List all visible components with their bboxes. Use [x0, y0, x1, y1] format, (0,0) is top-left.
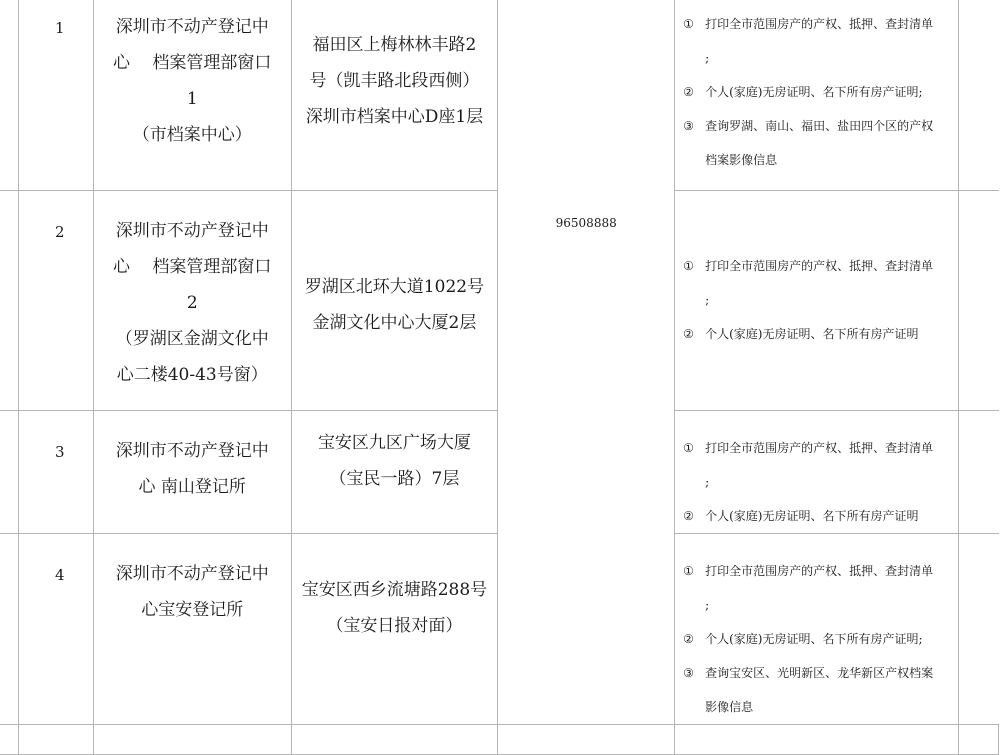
office-address-cell [291, 0, 498, 191]
service-item-line [683, 499, 958, 533]
office-name-line: （罗湖区金湖文化中 [115, 329, 269, 349]
service-item-text: ; [705, 598, 710, 612]
empty-cell [18, 725, 93, 755]
office-name-cell [93, 0, 291, 191]
service-item-line [683, 622, 958, 656]
service-item-text: ; [705, 293, 710, 307]
office-address-line: 罗湖区北环大道1022号 [304, 277, 485, 297]
service-item-text: 查询罗湖、南山、福田、盐田四个区的产权 [705, 119, 934, 133]
row-number-cell [18, 534, 93, 725]
row-number-cell [18, 0, 93, 191]
edge-cell [959, 191, 999, 411]
edge-cell [0, 0, 18, 191]
edge-cell [0, 191, 18, 411]
office-address-cell [291, 534, 498, 725]
service-item-text: 查询宝安区、光明新区、龙华新区产权档案 [705, 666, 934, 680]
office-name-line: 深圳市不动产登记中 [115, 564, 269, 584]
service-item-line [683, 75, 958, 109]
service-item-line [683, 7, 958, 41]
office-address-line: 金湖文化中心大厦2层 [312, 313, 477, 333]
office-name-cell [93, 191, 291, 411]
office-address-cell [291, 191, 498, 411]
table-row [0, 0, 999, 191]
service-item-line [683, 283, 958, 317]
service-item-text: 影像信息 [705, 700, 754, 714]
office-name-line: 心 档案管理部窗口 [113, 53, 272, 73]
service-item-text: 打印全市范围房产的产权、抵押、查封清单 [705, 564, 934, 578]
service-item-marker: ② [683, 85, 694, 99]
office-address-line: （宝安日报对面） [326, 616, 463, 636]
row-number: 4 [54, 566, 65, 584]
service-item-line [683, 588, 958, 622]
office-name-cell [93, 534, 291, 725]
edge-cell [0, 534, 18, 725]
edge-cell [0, 411, 18, 534]
service-item-marker: ① [683, 17, 694, 31]
office-name-line: 深圳市不动产登记中 [115, 17, 269, 37]
service-item-line [683, 143, 958, 177]
services-cell [675, 534, 959, 725]
service-item-text: 打印全市范围房产的产权、抵押、查封清单 [705, 17, 934, 31]
empty-cell [93, 725, 291, 755]
office-name-cell [93, 411, 291, 534]
phone-cell [498, 0, 675, 725]
office-address-line: 宝安区九区广场大厦 [317, 433, 471, 453]
office-name-line: 心 档案管理部窗口 [113, 257, 272, 277]
empty-cell [675, 725, 959, 755]
services-cell [675, 0, 959, 191]
service-item-text: 打印全市范围房产的产权、抵押、查封清单 [705, 441, 934, 455]
service-item-line [683, 249, 958, 283]
service-item-text: ; [705, 475, 710, 489]
service-item-text: 打印全市范围房产的产权、抵押、查封清单 [705, 259, 934, 273]
service-item-text: ; [705, 51, 710, 65]
office-address-line: 号（凯丰路北段西侧） [309, 71, 480, 91]
office-address-cell [291, 411, 498, 534]
office-address-line: （宝民一路）7层 [329, 469, 460, 489]
service-item-marker: ① [683, 259, 694, 273]
office-name-line: 深圳市不动产登记中 [115, 441, 269, 461]
service-item-line [683, 465, 958, 499]
service-item-marker: ② [683, 327, 694, 341]
row-number: 2 [54, 223, 65, 241]
office-name-line: 心二楼40-43号窗） [116, 365, 268, 385]
empty-cell [959, 725, 999, 755]
service-item-marker: ③ [683, 119, 694, 133]
service-item-line [683, 656, 958, 690]
office-name-line: 2 [186, 293, 198, 313]
office-address-line: 宝安区西乡流塘路288号 [301, 580, 488, 600]
row-number: 1 [54, 19, 65, 37]
service-item-text: 档案影像信息 [705, 153, 778, 167]
service-item-text: 个人(家庭)无房证明、名下所有房产证明; [705, 632, 923, 646]
service-item-line [683, 554, 958, 588]
edge-cell [959, 534, 999, 725]
table-row [0, 725, 999, 755]
service-item-marker: ② [683, 509, 694, 523]
office-name-line: 心宝安登记所 [141, 600, 244, 620]
service-item-marker: ② [683, 632, 694, 646]
edge-cell [959, 411, 999, 534]
office-name-line: 深圳市不动产登记中 [115, 221, 269, 241]
service-item-marker: ① [683, 441, 694, 455]
services-cell [675, 411, 959, 534]
service-item-line [683, 690, 958, 724]
row-number: 3 [54, 443, 65, 461]
office-name-line: （市档案中心） [132, 125, 252, 145]
service-item-line [683, 431, 958, 465]
office-address-line: 深圳市档案中心D座1层 [305, 107, 484, 127]
services-cell [675, 191, 959, 411]
empty-cell [0, 725, 18, 755]
row-number-cell [18, 191, 93, 411]
service-item-text: 个人(家庭)无房证明、名下所有房产证明 [705, 327, 919, 341]
service-item-text: 个人(家庭)无房证明、名下所有房产证明; [705, 85, 923, 99]
service-item-line [683, 109, 958, 143]
service-item-marker: ③ [683, 666, 694, 680]
office-address-line: 福田区上梅林林丰路2 [312, 35, 477, 55]
edge-cell [959, 0, 999, 191]
empty-cell [291, 725, 498, 755]
row-number-cell [18, 411, 93, 534]
service-item-marker: ① [683, 564, 694, 578]
service-item-line [683, 317, 958, 351]
office-name-line: 心 南山登记所 [138, 477, 246, 497]
service-item-line [683, 41, 958, 75]
office-name-line: 1 [186, 89, 198, 109]
phone-number: 96508888 [555, 216, 617, 230]
phone-cell [498, 725, 675, 755]
service-item-text: 个人(家庭)无房证明、名下所有房产证明 [705, 509, 919, 523]
